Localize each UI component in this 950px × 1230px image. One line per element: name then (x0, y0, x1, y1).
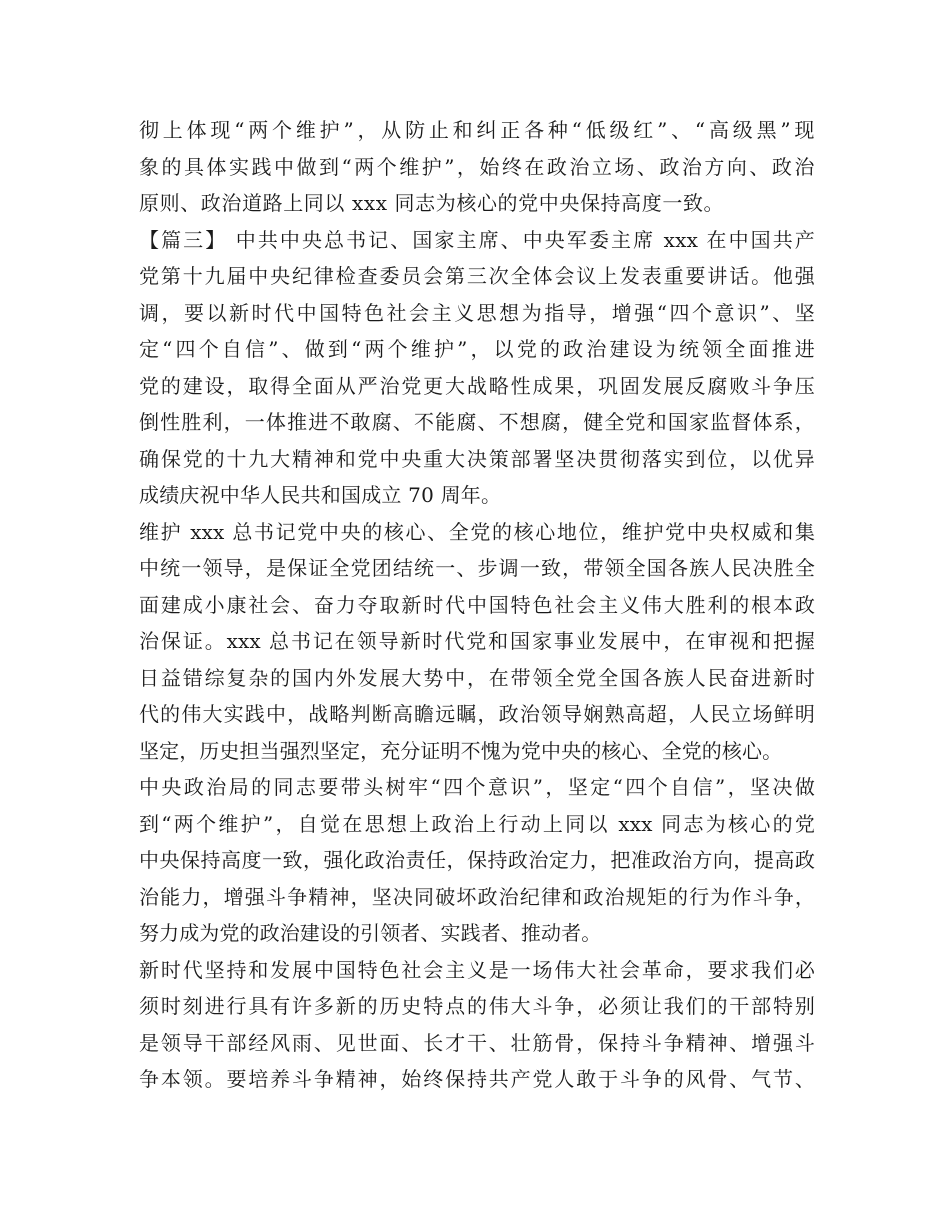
text-line: 确保党的十九大精神和党中央重大决策部署坚决贯彻落实到位，以优异 (139, 446, 815, 471)
text-line: 党的建设，取得全面从严治党更大战略性成果，巩固发展反腐败斗争压 (139, 373, 815, 398)
paragraph-3 (139, 514, 815, 770)
document-body (139, 112, 815, 1098)
text-line: 到“两个维护”，自觉在思想上政治上行动上同以 xxx 同志为核心的党 (139, 811, 815, 836)
text-line: 须时刻进行具有许多新的历史特点的伟大斗争，必须让我们的干部特别 (139, 994, 815, 1018)
paragraph-5 (139, 952, 815, 1098)
text-line: 代的伟大实践中，战略判断高瞻远瞩，政治领导娴熟高超，人民立场鲜明 (139, 702, 815, 726)
text-line: 中央保持高度一致，强化政治责任，保持政治定力，把准政治方向，提高政 (139, 848, 815, 872)
text-line: 坚定，历史担当强烈坚定，充分证明不愧为党中央的核心、全党的核心。 (139, 738, 783, 763)
text-line: 日益错综复杂的国内外发展大势中，在带领全党全国各族人民奋进新时 (139, 665, 815, 690)
text-line: 中央政治局的同志要带头树牢“四个意识”，坚定“四个自信”，坚决做 (139, 775, 815, 799)
text-line: 象的具体实践中做到“两个维护”，始终在政治立场、政治方向、政治 (139, 154, 815, 179)
text-line: 治能力，增强斗争精神，坚决同破坏政治纪律和政治规矩的行为作斗争， (139, 884, 815, 909)
text-line: 中统一领导，是保证全党团结统一、步调一致，带领全国各族人民决胜全 (139, 556, 815, 580)
text-line: 是领导干部经风雨、见世面、长才干、壮筋骨，保持斗争精神、增强斗 (139, 1030, 815, 1055)
text-line: 调，要以新时代中国特色社会主义思想为指导，增强“四个意识”、坚 (139, 300, 815, 325)
text-line: 治保证。xxx 总书记在领导新时代党和国家事业发展中，在审视和把握 (139, 629, 815, 653)
text-line: 新时代坚持和发展中国特色社会主义是一场伟大社会革命，要求我们必 (139, 957, 815, 982)
text-line: 彻上体现“两个维护”，从防止和纠正各种“低级红”、“高级黑”现 (139, 118, 815, 142)
paragraph-4 (139, 769, 815, 952)
text-line: 【篇三】 中共中央总书记、国家主席、中央军委主席 xxx 在中国共产 (139, 227, 815, 252)
text-line: 成绩庆祝中华人民共和国成立 70 周年。 (139, 483, 502, 507)
text-line: 维护 xxx 总书记党中央的核心、全党的核心地位，维护党中央权威和集 (139, 519, 815, 544)
text-line: 党第十九届中央纪律检查委员会第三次全体会议上发表重要讲话。他强 (139, 264, 815, 288)
text-line: 定“四个自信”、做到“两个维护”，以党的政治建设为统领全面推进 (139, 337, 815, 361)
paragraph-1 (139, 112, 815, 222)
text-line: 倒性胜利，一体推进不敢腐、不能腐、不想腐，健全党和国家监督体系， (139, 410, 815, 434)
text-line: 努力成为党的政治建设的引领者、实践者、推动者。 (139, 921, 602, 945)
text-line: 原则、政治道路上同以 xxx 同志为核心的党中央保持高度一致。 (139, 191, 725, 215)
text-line: 争本领。要培养斗争精神，始终保持共产党人敢于斗争的风骨、气节、 (139, 1067, 815, 1091)
text-line: 面建成小康社会、奋力夺取新时代中国特色社会主义伟大胜利的根本政 (139, 592, 815, 617)
paragraph-2 (139, 222, 815, 514)
